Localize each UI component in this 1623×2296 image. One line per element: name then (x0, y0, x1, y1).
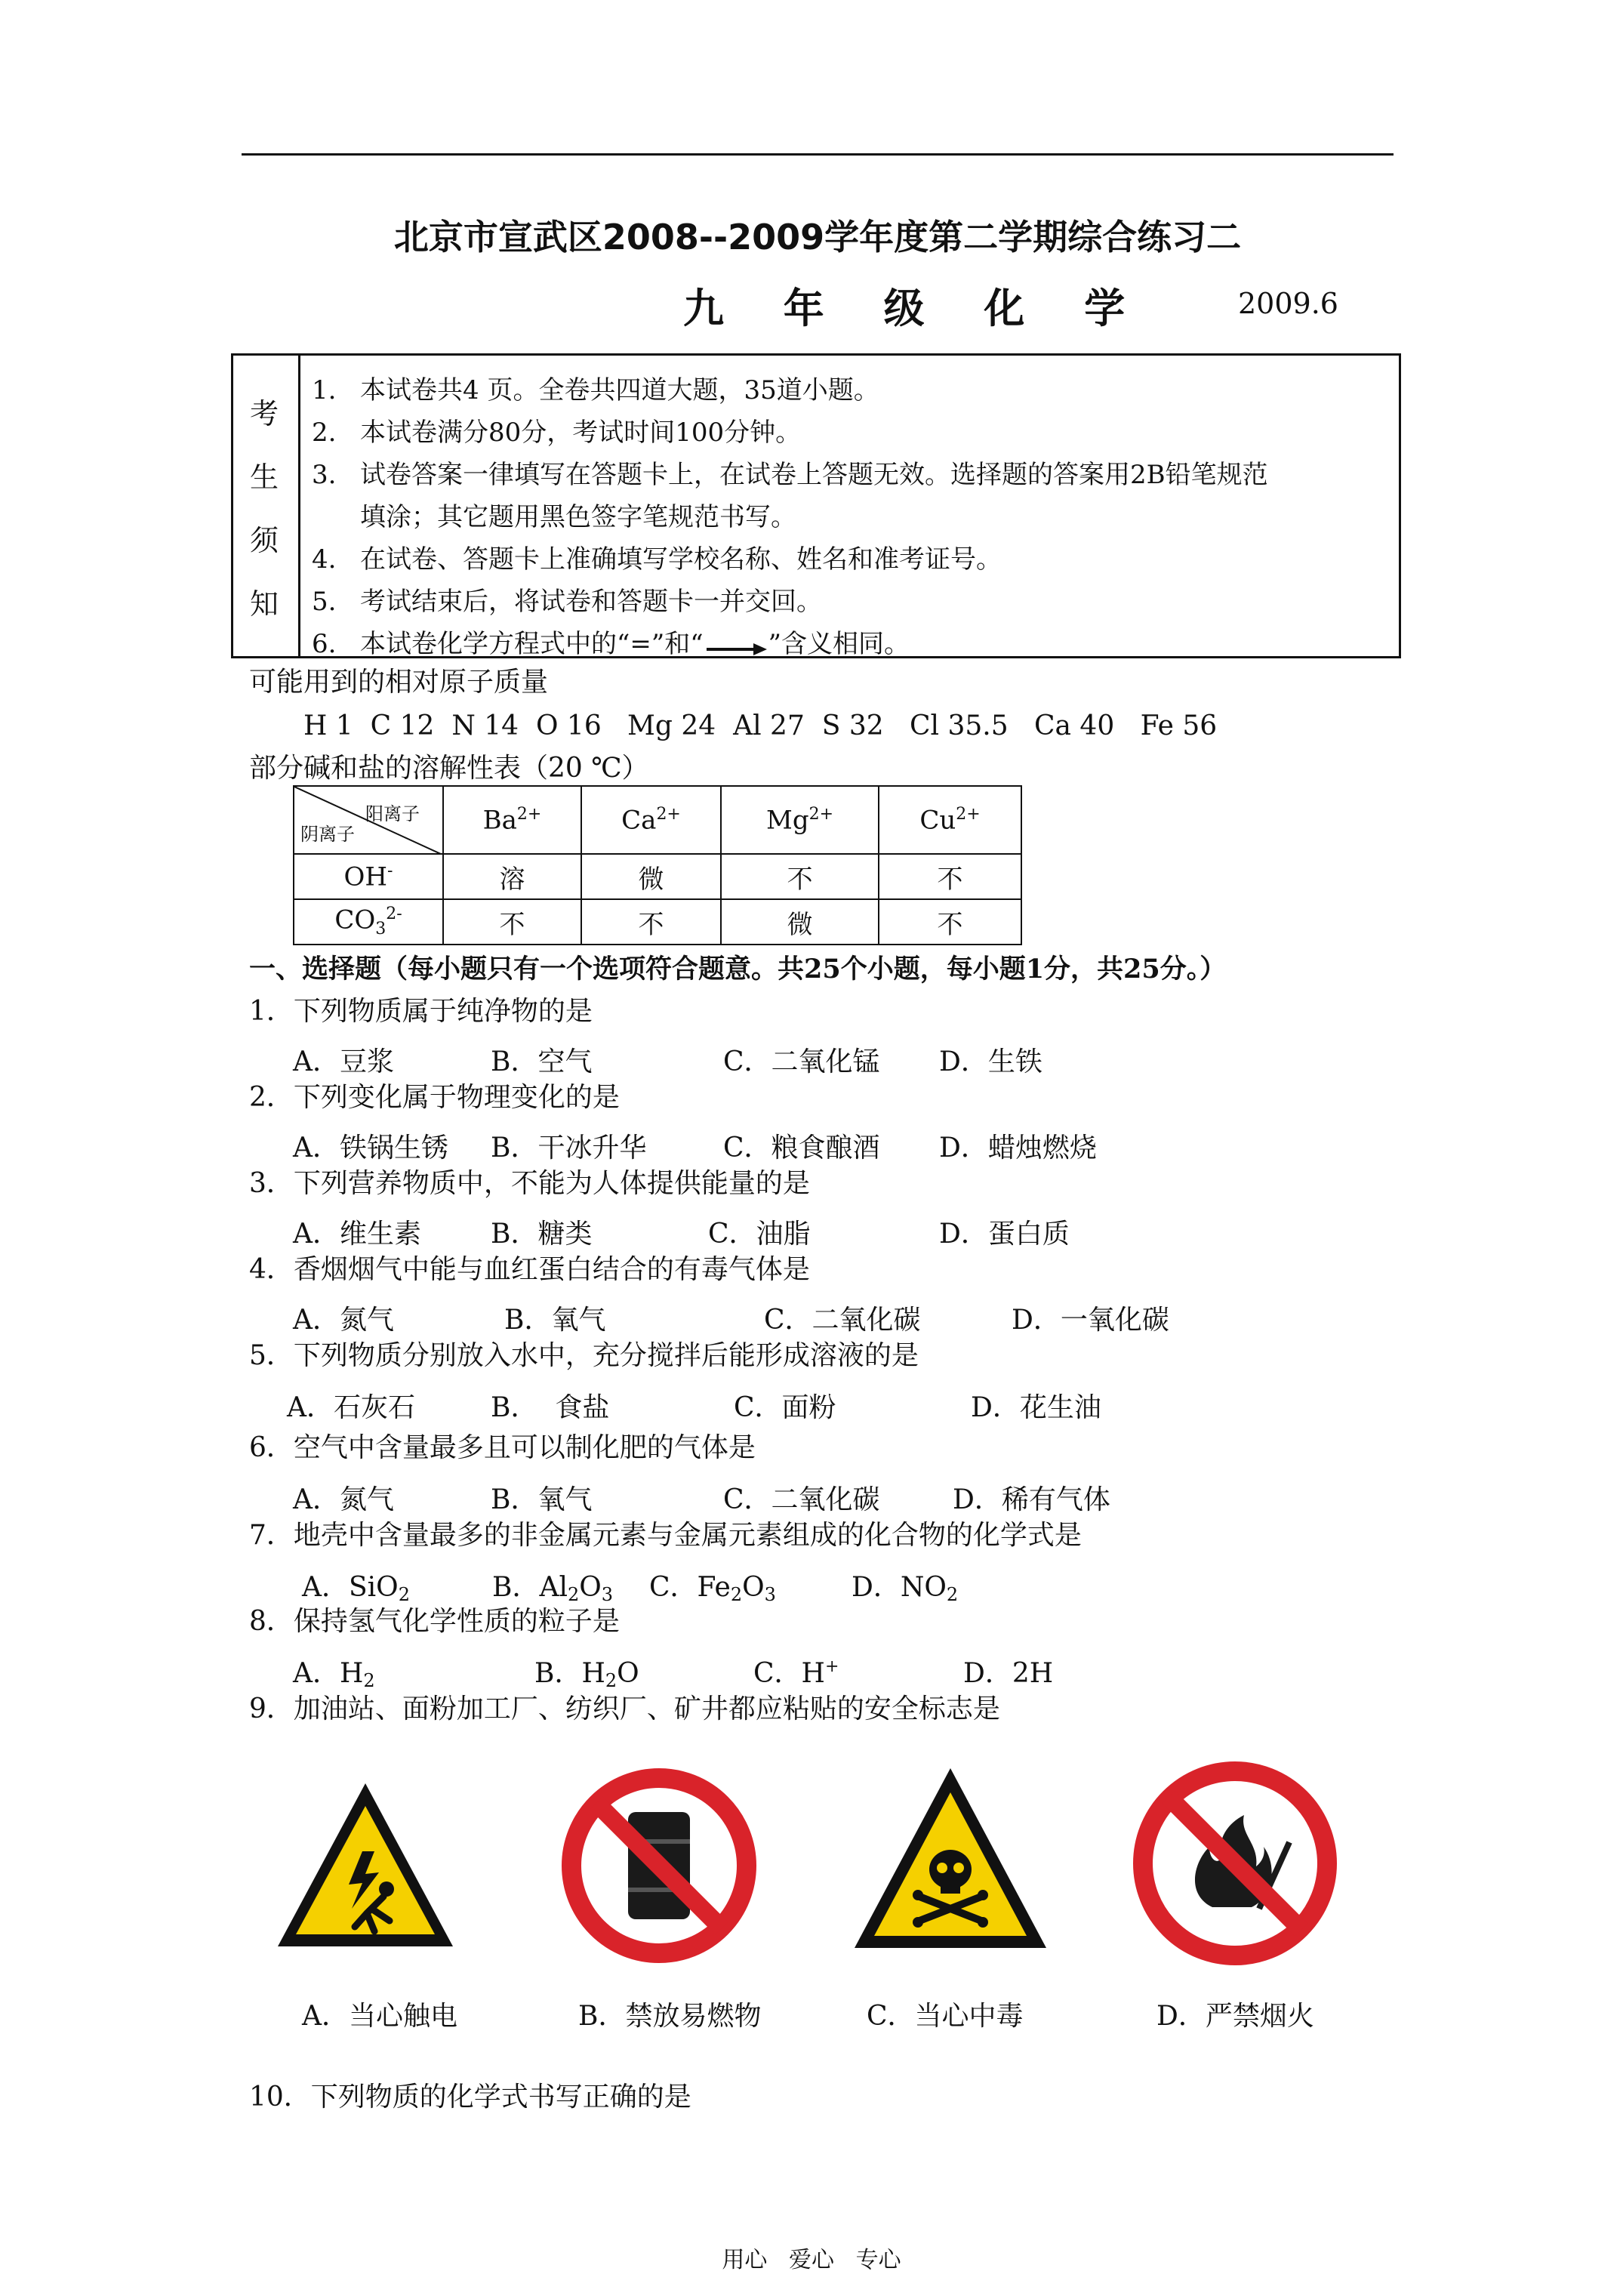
cation-header: $Mg^{2+}$ (721, 786, 879, 854)
anion-header: $CO_3^{2-}$ (294, 899, 443, 945)
formula-text: NO (900, 1572, 947, 1603)
cation-header: $Ca^{2+}$ (581, 786, 721, 854)
formula-subscript: 2 (363, 1670, 375, 1691)
option-d[interactable]: D．稀有气体 (953, 1484, 1110, 1515)
notice-item: 5. 考试结束后，将试卷和答题卡一并交回。 (312, 587, 822, 617)
option-letter: D． (963, 1658, 1012, 1689)
corner-anion-label: 阴离子 (300, 824, 355, 845)
option-c[interactable]: C．二氧化碳 (764, 1305, 921, 1336)
option-a[interactable]: A．氮气 (293, 1484, 394, 1515)
option-a[interactable] (293, 1652, 375, 1691)
table-cell: 溶 (443, 854, 581, 899)
option-letter: A． (293, 1658, 340, 1689)
cation-header: $Ba^{2+}$ (443, 786, 581, 854)
option-c[interactable]: C．二氧化锰 (723, 1046, 880, 1077)
question-stem: 9．加油站、面粉加工厂、纺织厂、矿井都应粘贴的安全标志是 (249, 1693, 1000, 1724)
section-heading: 一、选择题（每小题只有一个选项符合题意。共25个小题，每小题1分，共25分。） (249, 954, 1227, 985)
solubility-caption: 部分碱和盐的溶解性表（20 ℃） (249, 753, 649, 784)
formula-text: O (579, 1572, 602, 1603)
formula-text: H (340, 1658, 364, 1689)
formula-supscript: + (824, 1657, 839, 1676)
question-stem: 7．地壳中含量最多的非金属元素与金属元素组成的化合物的化学式是 (249, 1520, 1082, 1551)
corner-cation-label: 阳离子 (365, 803, 420, 824)
option-letter: B． (534, 1658, 582, 1689)
option-b[interactable]: B． 食盐 (491, 1392, 610, 1423)
table-row (294, 854, 1021, 899)
option-d[interactable]: D．生铁 (939, 1046, 1042, 1077)
option-a[interactable]: A．维生素 (293, 1219, 421, 1250)
option-c[interactable] (649, 1566, 776, 1605)
table-cell: 不 (879, 899, 1021, 945)
option-c[interactable] (753, 1652, 839, 1690)
formula-subscript: 2 (946, 1584, 959, 1605)
table-cell: 微 (721, 899, 879, 945)
option-c[interactable]: C．面粉 (734, 1392, 836, 1423)
formula-text: O (617, 1658, 639, 1689)
question-stem: 1．下列物质属于纯净物的是 (249, 996, 593, 1027)
option-a[interactable]: A．氮气 (293, 1305, 394, 1336)
formula-text: Fe (697, 1572, 731, 1603)
formula-subscript: 2 (567, 1584, 580, 1605)
notice-item: 2. 本试卷满分80分，考试时间100分钟。 (312, 418, 802, 448)
table-cell: 不 (581, 899, 721, 945)
option-d[interactable] (963, 1652, 1053, 1690)
sign-label-d: D．严禁烟火 (1156, 2001, 1314, 2032)
sign-label-a: A．当心触电 (302, 2001, 457, 2032)
solubility-table (293, 785, 1022, 945)
question-stem: 8．保持氢气化学性质的粒子是 (249, 1606, 620, 1637)
no-flammables-icon[interactable] (560, 1767, 758, 1965)
question-stem: 5．下列物质分别放入水中，充分搅拌后能形成溶液的是 (249, 1340, 919, 1371)
option-b[interactable]: B．干冰升华 (491, 1133, 647, 1163)
atomic-mass-label: 可能用到的相对原子质量 (249, 667, 549, 698)
option-b[interactable] (492, 1566, 613, 1605)
option-d[interactable]: D．蛋白质 (939, 1219, 1070, 1250)
notice-side-label (233, 356, 300, 656)
option-b[interactable]: B．糖类 (491, 1219, 593, 1250)
notice-item: 6. 本试卷化学方程式中的“=”和“ ”含义相同。 (312, 629, 910, 659)
page-footer: 用心 爱心 专心 (722, 2247, 901, 2273)
notice-side-char: 生 (250, 461, 279, 494)
formula-text: O (742, 1572, 765, 1603)
option-d[interactable]: D．花生油 (971, 1392, 1101, 1423)
option-letter: A． (302, 1572, 349, 1603)
exam-date: 2009.6 (1238, 287, 1338, 320)
table-cell: 不 (879, 854, 1021, 899)
option-a[interactable]: A．豆浆 (293, 1046, 394, 1077)
notice-side-char: 须 (250, 524, 279, 557)
notice-side-char: 考 (250, 397, 279, 430)
table-cell: 微 (581, 854, 721, 899)
question-stem: 2．下列变化属于物理变化的是 (249, 1082, 620, 1113)
poison-warning-icon[interactable] (850, 1764, 1051, 1952)
formula-subscript: 2 (605, 1670, 617, 1691)
option-d[interactable]: D．一氧化碳 (1012, 1305, 1169, 1336)
option-c[interactable]: C．二氧化碳 (723, 1484, 880, 1515)
question-stem: 4．香烟烟气中能与血红蛋白结合的有毒气体是 (249, 1254, 810, 1285)
exam-title: 北京市宣武区2008--2009学年度第二学期综合练习二 (393, 217, 1242, 257)
no-open-flame-icon[interactable] (1131, 1759, 1339, 1968)
option-c[interactable]: C．油脂 (708, 1219, 811, 1250)
table-cell: 不 (443, 899, 581, 945)
notice-side-char: 知 (250, 587, 279, 621)
sign-label-b: B．禁放易燃物 (578, 2001, 762, 2032)
question-stem: 6．空气中含量最多且可以制化肥的气体是 (249, 1432, 756, 1463)
option-letter: B． (492, 1572, 540, 1603)
notice-item: 4. 在试卷、答题卡上准确填写学校名称、姓名和准考证号。 (312, 544, 1002, 575)
formula-text: Al (539, 1572, 568, 1603)
table-cell: 不 (721, 854, 879, 899)
cation-header: $Cu^{2+}$ (879, 786, 1021, 854)
atomic-mass-values: H 1 C 12 N 14 O 16 Mg 24 Al 27 S 32 Cl 35.5 Ca 40 Fe 56 (303, 710, 1218, 741)
option-letter: C． (649, 1572, 698, 1603)
table-corner-cell (294, 786, 443, 854)
header-rule (242, 153, 1394, 156)
option-b[interactable] (534, 1652, 639, 1691)
notice-item: 填涂；其它题用黑色签字笔规范书写。 (360, 502, 796, 532)
option-d[interactable]: D．蜡烛燃烧 (939, 1133, 1097, 1163)
formula-subscript: 3 (764, 1584, 776, 1605)
question-stem: 10．下列物质的化学式书写正确的是 (249, 2082, 691, 2113)
notice-item: 1. 本试卷共4 页。全卷共四道大题，35道小题。 (312, 375, 879, 405)
option-a[interactable]: A．石灰石 (287, 1392, 415, 1423)
formula-subscript: 2 (398, 1584, 410, 1605)
option-b[interactable]: B．氧气 (491, 1484, 593, 1515)
table-row (294, 899, 1021, 945)
candidate-notice-box (231, 353, 1401, 658)
arrow-icon (704, 634, 768, 657)
formula-text: H (801, 1658, 825, 1689)
anion-header: OH- (294, 854, 443, 899)
formula-text: 2H (1012, 1658, 1054, 1689)
sign-label-c: C．当心中毒 (867, 2001, 1024, 2032)
option-b[interactable]: B．空气 (491, 1046, 593, 1077)
option-d[interactable] (852, 1566, 958, 1605)
formula-subscript: 2 (730, 1584, 743, 1605)
exam-subject: 九 年 级 化 学 (683, 284, 1148, 332)
formula-text: H (581, 1658, 605, 1689)
electric-shock-warning-icon[interactable] (273, 1779, 457, 1952)
option-letter: D． (852, 1572, 901, 1603)
option-a[interactable] (302, 1566, 410, 1605)
formula-text: SiO (349, 1572, 399, 1603)
option-c[interactable]: C．粮食酿酒 (723, 1133, 880, 1163)
option-b[interactable]: B．氧气 (504, 1305, 606, 1336)
formula-subscript: 3 (601, 1584, 614, 1605)
question-stem: 3．下列营养物质中，不能为人体提供能量的是 (249, 1168, 810, 1199)
notice-item: 3. 试卷答案一律填写在答题卡上，在试卷上答题无效。选择题的答案用2B铅笔规范 (312, 460, 1268, 490)
option-a[interactable]: A．铁锅生锈 (293, 1133, 448, 1163)
option-letter: C． (753, 1658, 802, 1689)
